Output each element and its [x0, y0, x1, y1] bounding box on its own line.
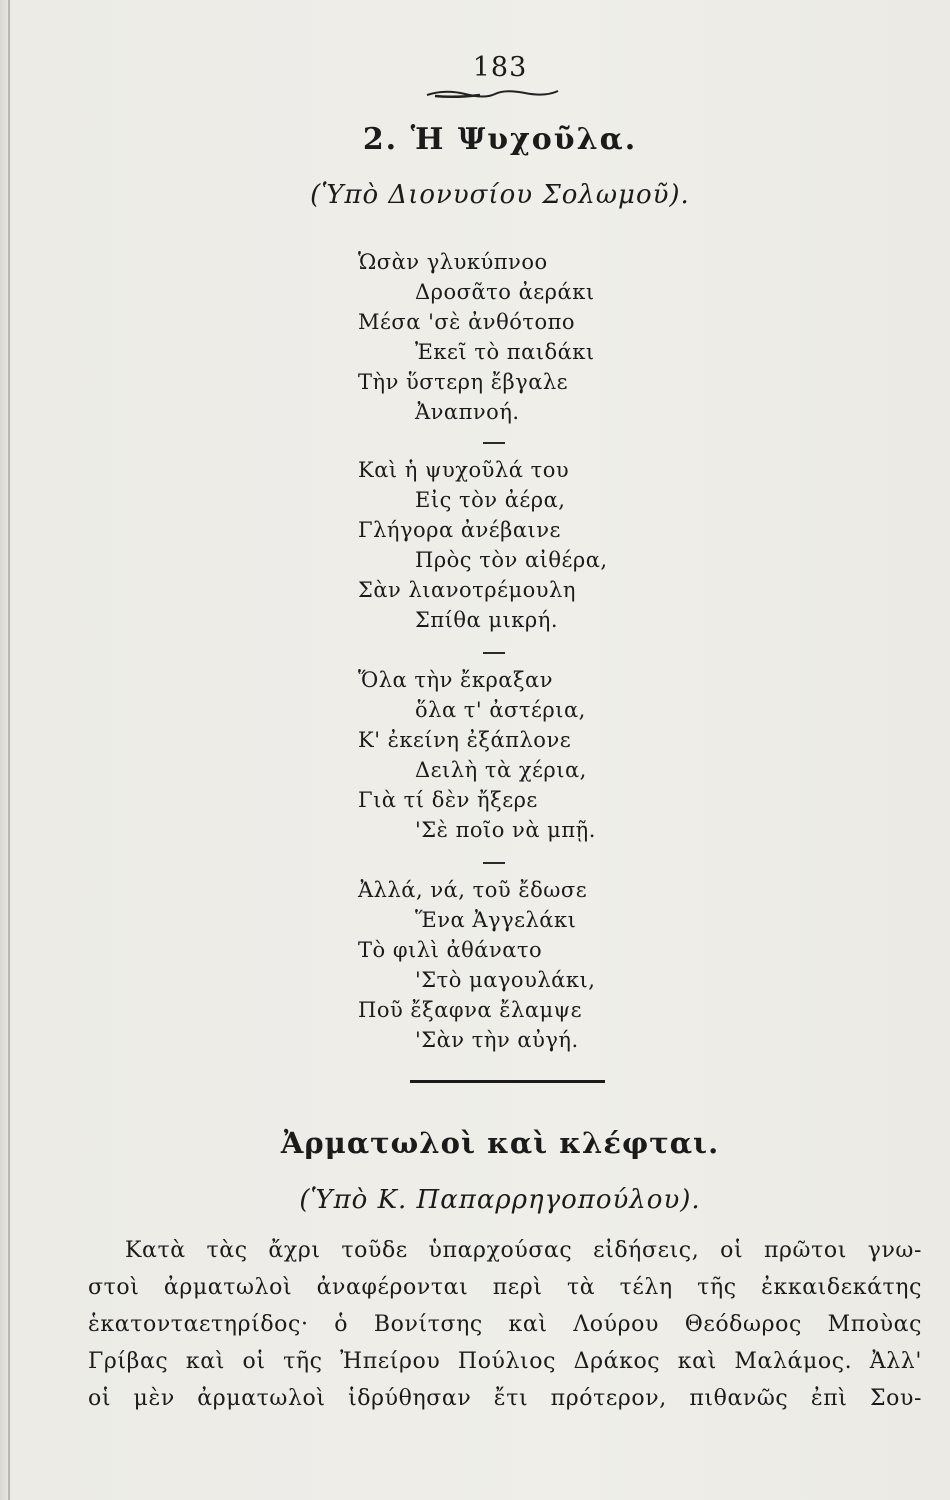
- stanza-divider: [483, 652, 505, 654]
- prose-line: Κατὰ τὰς ἄχρι τοῦδε ὑπαρχούσας εἰδήσεις, οἱ πρῶτοι γνω-: [125, 1238, 922, 1263]
- poem-line: ὅλα τ' ἀστέρια,: [415, 698, 586, 722]
- stanza-divider: [483, 862, 505, 864]
- poem-line: Δειλὴ τὰ χέρια,: [415, 758, 587, 782]
- poem-line: Μέσα 'σὲ ἀνθότοπο: [358, 310, 576, 334]
- stanza-divider: [483, 442, 505, 444]
- prose-line: Γρίβας καὶ οἱ τῆς Ἠπείρου Πούλιος Δράκος καὶ Μαλάμος. Ἀλλ': [88, 1349, 922, 1374]
- poem-line: Τὴν ὕστερη ἔβγαλε: [358, 370, 569, 394]
- poem-line: Καὶ ἡ ψυχοῦλά του: [358, 458, 570, 482]
- page-number: 183: [472, 52, 528, 83]
- poem-line: Ἐκεῖ τὸ παιδάκι: [415, 340, 595, 364]
- prose-line: οἱ μὲν ἀρματωλοὶ ἱδρύθησαν ἔτι πρότερον, πιθανῶς ἐπὶ Σου-: [88, 1386, 922, 1411]
- prose-line: ἑκατονταετηρίδος· ὁ Βονίτσης καὶ Λούρου Θεόδωρος Μποὺας: [88, 1312, 922, 1337]
- poem-line: Γιὰ τί δὲν ἤξερε: [358, 788, 538, 812]
- poem-line: 'Σὰν τὴν αὐγή.: [415, 1028, 579, 1052]
- prose-line: στοὶ ἀρματωλοὶ ἀναφέρονται περὶ τὰ τέλη τῆς ἐκκαιδεκάτης: [88, 1275, 922, 1300]
- poem-line: Σπίθα μικρή.: [415, 608, 558, 632]
- poem-title: 2. Ἡ Ψυχοῦλα.: [362, 122, 638, 157]
- poem-line: 'Σὲ ποῖο νὰ μπῇ.: [415, 818, 596, 842]
- poem-line: Γλήγορα ἀνέβαινε: [358, 518, 561, 542]
- poem-line: Ἕνα Ἀγγελάκι: [415, 908, 577, 932]
- poem-author: (Ὑπὸ Διονυσίου Σολωμοῦ).: [310, 180, 690, 210]
- poem-line: Κ' ἐκείνη ἐξάπλονε: [358, 728, 572, 752]
- section-title: Ἀρματωλοὶ καὶ κλέφται.: [280, 1126, 720, 1160]
- poem-line: Σὰν λιανοτρέμουλη: [358, 578, 576, 602]
- section-divider-rule: [410, 1080, 605, 1083]
- page-gutter-edge: [8, 0, 10, 1500]
- poem-line: Ὡσὰν γλυκύπνοο: [358, 250, 548, 274]
- poem-line: Πρὸς τὸν αἰθέρα,: [415, 548, 608, 572]
- poem-line: Ὅλα τὴν ἔκραξαν: [358, 668, 553, 692]
- section-author: (Ὑπὸ Κ. Παπαρρηγοπούλου).: [299, 1185, 701, 1215]
- poem-line: Εἰς τὸν ἀέρα,: [415, 488, 566, 512]
- poem-line: Τὸ φιλὶ ἀθάνατο: [358, 938, 543, 962]
- wavy-ornament: [425, 87, 560, 99]
- poem-line: Ἀναπνοή.: [415, 400, 520, 424]
- poem-line: 'Στὸ μαγουλάκι,: [415, 968, 596, 992]
- poem-line: Ποῦ ἔξαφνα ἔλαμψε: [358, 998, 582, 1022]
- poem-line: Δροσᾶτο ἀεράκι: [415, 280, 595, 304]
- poem-line: Ἀλλά, νά, τοῦ ἔδωσε: [358, 878, 588, 902]
